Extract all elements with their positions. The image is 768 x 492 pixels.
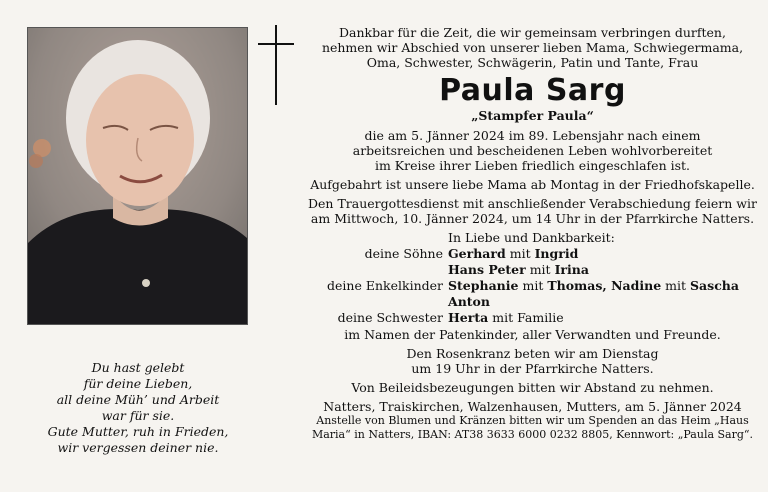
nickname: „Stampfer Paula“ (471, 108, 594, 123)
laid-out-notice: Aufgebahrt ist unsere liebe Mama ab Montag in der Friedhofskapelle. (310, 177, 755, 192)
service-line: Den Trauergottesdienst mit anschließender Verabschiedung feiern wir (308, 196, 757, 211)
son-entry: Hans Peter mit Irina (448, 262, 589, 277)
poem-line: Gute Mutter, ruh in Frieden, (47, 424, 229, 439)
sister-label: deine Schwester (337, 310, 443, 325)
family-heading: In Liebe und Dankbarkeit: (448, 230, 615, 245)
sons-label: deine Söhne (364, 246, 443, 261)
family-list (305, 230, 760, 327)
condolences-line: Von Beileidsbezeugungen bitten wir Abstand zu nehmen. (351, 380, 714, 395)
place-date-line: Natters, Traiskirchen, Walzenhausen, Mutters, am 5. Jänner 2024 (323, 399, 742, 414)
death-notice-line: die am 5. Jänner 2024 im 89. Lebensjahr nach einem (364, 128, 701, 143)
death-notice-line: im Kreise ihrer Lieben friedlich eingeschlafen ist. (374, 158, 691, 173)
portrait-illustration (28, 28, 247, 324)
rosary-line: um 19 Uhr in der Pfarrkirche Natters. (411, 361, 654, 376)
intro-line: Oma, Schwester, Schwägerin, Patin und Tante, Frau (366, 55, 699, 70)
intro-line: nehmen wir Abschied von unserer lieben Mama, Schwiegermama, (321, 40, 744, 55)
death-notice-line: arbeitsreichen und bescheidenen Leben wohlvorbereitet (352, 143, 713, 158)
poem-line: Du hast gelebt (91, 360, 185, 375)
donation-line: Maria“ in Natters, IBAN: AT38 3633 6000 0232 8805, Kennwort: „Paula Sarg“. (311, 428, 754, 441)
rosary-line: Den Rosenkranz beten wir am Dienstag (406, 346, 659, 361)
donation-line: Anstelle von Blumen und Kränzen bitten wir um Spenden an das Heim „Haus (316, 414, 749, 427)
grandchildren-entry: Stephanie mit Thomas, Nadine mit Sascha (448, 278, 739, 293)
sister-entry: Herta mit Familie (448, 310, 564, 325)
poem-line: für deine Lieben, (83, 376, 193, 391)
cross-icon (258, 25, 294, 105)
poem-line: wir vergessen deiner nie. (57, 440, 219, 455)
poem-line: all deine Müh’ und Arbeit (56, 392, 220, 407)
portrait-photo (27, 27, 248, 325)
grandchildren-entry: Anton (448, 294, 490, 309)
service-line: am Mittwoch, 10. Jänner 2024, um 14 Uhr in der Pfarrkirche Natters. (310, 211, 755, 226)
son-entry: Gerhard mit Ingrid (448, 246, 579, 261)
intro-line: Dankbar für die Zeit, die wir gemeinsam verbringen durften, (339, 25, 726, 40)
memorial-poem (38, 360, 238, 456)
notice-text (305, 25, 760, 442)
poem-line: war für sie. (101, 408, 175, 423)
godchildren-line: im Namen der Patenkinder, aller Verwandten und Freunde. (344, 327, 721, 342)
grandchildren-label: deine Enkelkinder (327, 278, 443, 293)
deceased-name: Paula Sarg (439, 73, 626, 108)
